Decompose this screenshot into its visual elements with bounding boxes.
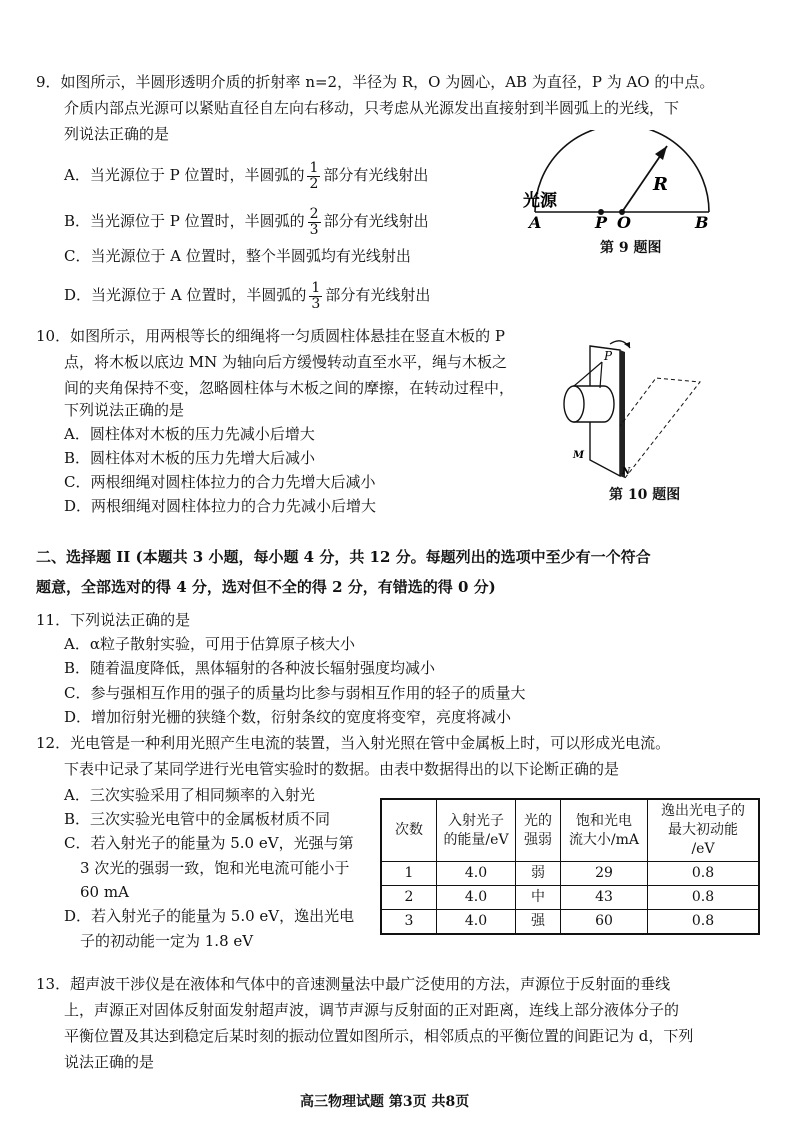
q12-option-b: B．三次实验光电管中的金属板材质不同	[64, 810, 331, 828]
label-r: R	[653, 174, 668, 195]
fraction-denominator: 2	[309, 175, 319, 192]
table-cell: 43	[561, 886, 648, 910]
header-text: 最大初动能	[668, 822, 738, 838]
q9-stem-line-2: 介质内部点光源可以紧贴直径自左向右移动，只考虑从光源发出直接射到半圆弧上的光线，下	[64, 99, 680, 117]
table-header-cell	[437, 799, 516, 862]
page-footer: 高三物理试题 第3页 共8页	[300, 1094, 470, 1110]
semicircle-arc	[535, 130, 709, 212]
header-text: 光的	[524, 812, 552, 829]
table-cell: 4.0	[437, 910, 516, 935]
horizontal-position-dashed	[620, 378, 700, 478]
table-cell: 1	[381, 862, 437, 886]
q9-stem-line-1: 9．如图所示，半圆形透明介质的折射率 n=2，半径为 R，O 为圆心，AB 为直径，P 为 AO 的中点。	[36, 73, 715, 91]
q10-stem-line-2: 点，将木板以底边 MN 为轴向后方缓慢转动直至水平，绳与木板之	[64, 353, 508, 371]
q10-option-d: D．两根细绳对圆柱体拉力的合力先减小后增大	[64, 497, 377, 515]
q12-stem-line-1: 12．光电管是一种利用光照产生电流的装置，当入射光照在管中金属板上时，可以形成光电流。	[36, 734, 671, 752]
q9-option-a-fraction	[307, 161, 320, 192]
q9-option-d-pre: D．当光源位于 A 位置时，半圆弧的	[64, 286, 307, 304]
table-cell: 0.8	[648, 862, 760, 886]
table-cell: 4.0	[437, 862, 516, 886]
cylinder-end	[564, 386, 584, 422]
source-label: 光源	[523, 191, 557, 211]
q9-option-a-pre: A．当光源位于 P 位置时，半圆弧的	[64, 166, 305, 184]
table-header-row	[381, 799, 759, 862]
q9-option-c: C．当光源位于 A 位置时，整个半圆弧均有光线射出	[64, 247, 411, 265]
header-text: 的能量/eV	[443, 831, 509, 848]
q9-option-b-pre: B．当光源位于 P 位置时，半圆弧的	[64, 212, 305, 230]
q12-data-table	[380, 798, 760, 935]
label-m: M	[573, 450, 585, 461]
q12-stem-line-2: 下表中记录了某同学进行光电管实验时的数据。由表中数据得出的以下论断正确的是	[64, 760, 620, 778]
header-text: 强弱	[524, 831, 552, 848]
table-cell: 0.8	[648, 910, 760, 935]
q13-stem-line-4: 说法正确的是	[64, 1053, 155, 1071]
fraction-numerator: 1	[311, 279, 321, 296]
fraction-denominator: 3	[311, 295, 321, 312]
q9-option-d	[64, 278, 430, 312]
table-cell: 60	[561, 910, 648, 935]
label-a: A	[529, 213, 542, 232]
table-cell: 4.0	[437, 886, 516, 910]
q10-stem-line-1: 10．如图所示，用两根等长的细绳将一匀质圆柱体悬挂在竖直木板的 P	[36, 327, 505, 345]
q11-option-d: D．增加衍射光栅的狭缝个数，衍射条纹的宽度将变窄，亮度将减小	[64, 708, 512, 726]
q9-option-d-fraction	[309, 281, 322, 312]
q12-option-c-line-1: C．若入射光子的能量为 5.0 eV，光强与第	[64, 834, 354, 852]
q11-option-c: C．参与强相互作用的强子的质量均比参与弱相互作用的轻子的质量大	[64, 684, 526, 702]
table-header-cell	[648, 799, 760, 862]
header-text: 饱和光电	[576, 812, 632, 829]
label-b: B	[695, 213, 709, 232]
section-2-header-line-2: 题意，全部选对的得 4 分，选对但不全的得 2 分，有错选的得 0 分)	[36, 578, 496, 596]
table-header-cell	[381, 799, 437, 862]
table-row	[381, 910, 759, 935]
fraction-numerator: 2	[309, 205, 319, 222]
q9-option-b-post: 部分有光线射出	[323, 212, 429, 230]
q9-option-b	[64, 204, 429, 238]
table-header-cell	[516, 799, 561, 862]
label-p: P	[595, 213, 608, 232]
q11-option-a: A．α粒子散射实验，可用于估算原子核大小	[64, 635, 355, 653]
q9-figure-caption: 第 9 题图	[600, 240, 662, 256]
q10-figure-caption: 第 10 题图	[609, 487, 681, 503]
header-text: 逸出光电子的	[661, 803, 745, 819]
table-cell: 强	[516, 910, 561, 935]
q11-stem: 11．下列说法正确的是	[36, 611, 191, 629]
table-cell: 中	[516, 886, 561, 910]
q12-option-a: A．三次实验采用了相同频率的入射光	[64, 786, 315, 804]
q9-stem-line-3: 列说法正确的是	[64, 125, 170, 143]
q9-option-d-post: 部分有光线射出	[325, 286, 431, 304]
q10-figure-board-cylinder	[560, 330, 710, 480]
fraction-numerator: 1	[309, 159, 319, 176]
q12-option-c-line-2: 3 次光的强弱一致，饱和光电流可能小于	[80, 859, 350, 877]
header-text: 次数	[395, 822, 423, 838]
q13-stem-line-3: 平衡位置及其达到稳定后某时刻的振动位置如图所示，相邻质点的平衡位置的间距记为 d，下列	[64, 1027, 694, 1045]
table-row	[381, 886, 759, 910]
table-header-cell	[561, 799, 648, 862]
q10-option-b: B．圆柱体对木板的压力先增大后减小	[64, 449, 316, 467]
table-cell: 29	[561, 862, 648, 886]
q13-stem-line-2: 上，声源正对固体反射面发射超声波，调节声源与反射面的正对距离，连线上部分液体分子的	[64, 1001, 680, 1019]
q10-stem-line-4: 下列说法正确的是	[64, 401, 185, 419]
header-text: /eV	[691, 841, 715, 857]
section-2-header-line-1: 二、选择题 II (本题共 3 小题，每小题 4 分，共 12 分。每题列出的选项中至少有一个符合	[36, 548, 651, 566]
board-edge	[620, 350, 625, 478]
q12-option-d-line-1: D．若入射光子的能量为 5.0 eV，逸出光电	[64, 907, 355, 925]
q9-option-b-fraction	[308, 207, 321, 238]
table-cell: 3	[381, 910, 437, 935]
label-p: P	[604, 349, 613, 363]
table-row	[381, 862, 759, 886]
q9-option-a	[64, 158, 428, 192]
q10-stem-line-3: 间的夹角保持不变，忽略圆柱体与木板之间的摩擦，在转动过程中，	[64, 379, 515, 397]
header-text: 入射光子	[448, 812, 504, 829]
table-cell: 弱	[516, 862, 561, 886]
q12-option-c-line-3: 60 mA	[80, 883, 129, 901]
header-text: 流大小/mA	[568, 831, 640, 848]
table-cell: 2	[381, 886, 437, 910]
fraction-denominator: 3	[309, 221, 319, 238]
q11-option-b: B．随着温度降低，黑体辐射的各种波长辐射强度均减小	[64, 659, 436, 677]
table-cell: 0.8	[648, 886, 760, 910]
q13-stem-line-1: 13．超声波干涉仪是在液体和气体中的音速测量法中最广泛使用的方法，声源位于反射面的垂线	[36, 975, 671, 993]
radius-arrowhead	[655, 146, 667, 160]
q10-option-a: A．圆柱体对木板的压力先减小后增大	[64, 425, 315, 443]
q10-option-c: C．两根细绳对圆柱体拉力的合力先增大后减小	[64, 473, 376, 491]
label-n: N	[622, 467, 631, 477]
label-o: O	[617, 213, 631, 232]
q12-option-d-line-2: 子的初动能一定为 1.8 eV	[80, 932, 254, 950]
q9-option-a-post: 部分有光线射出	[323, 166, 429, 184]
